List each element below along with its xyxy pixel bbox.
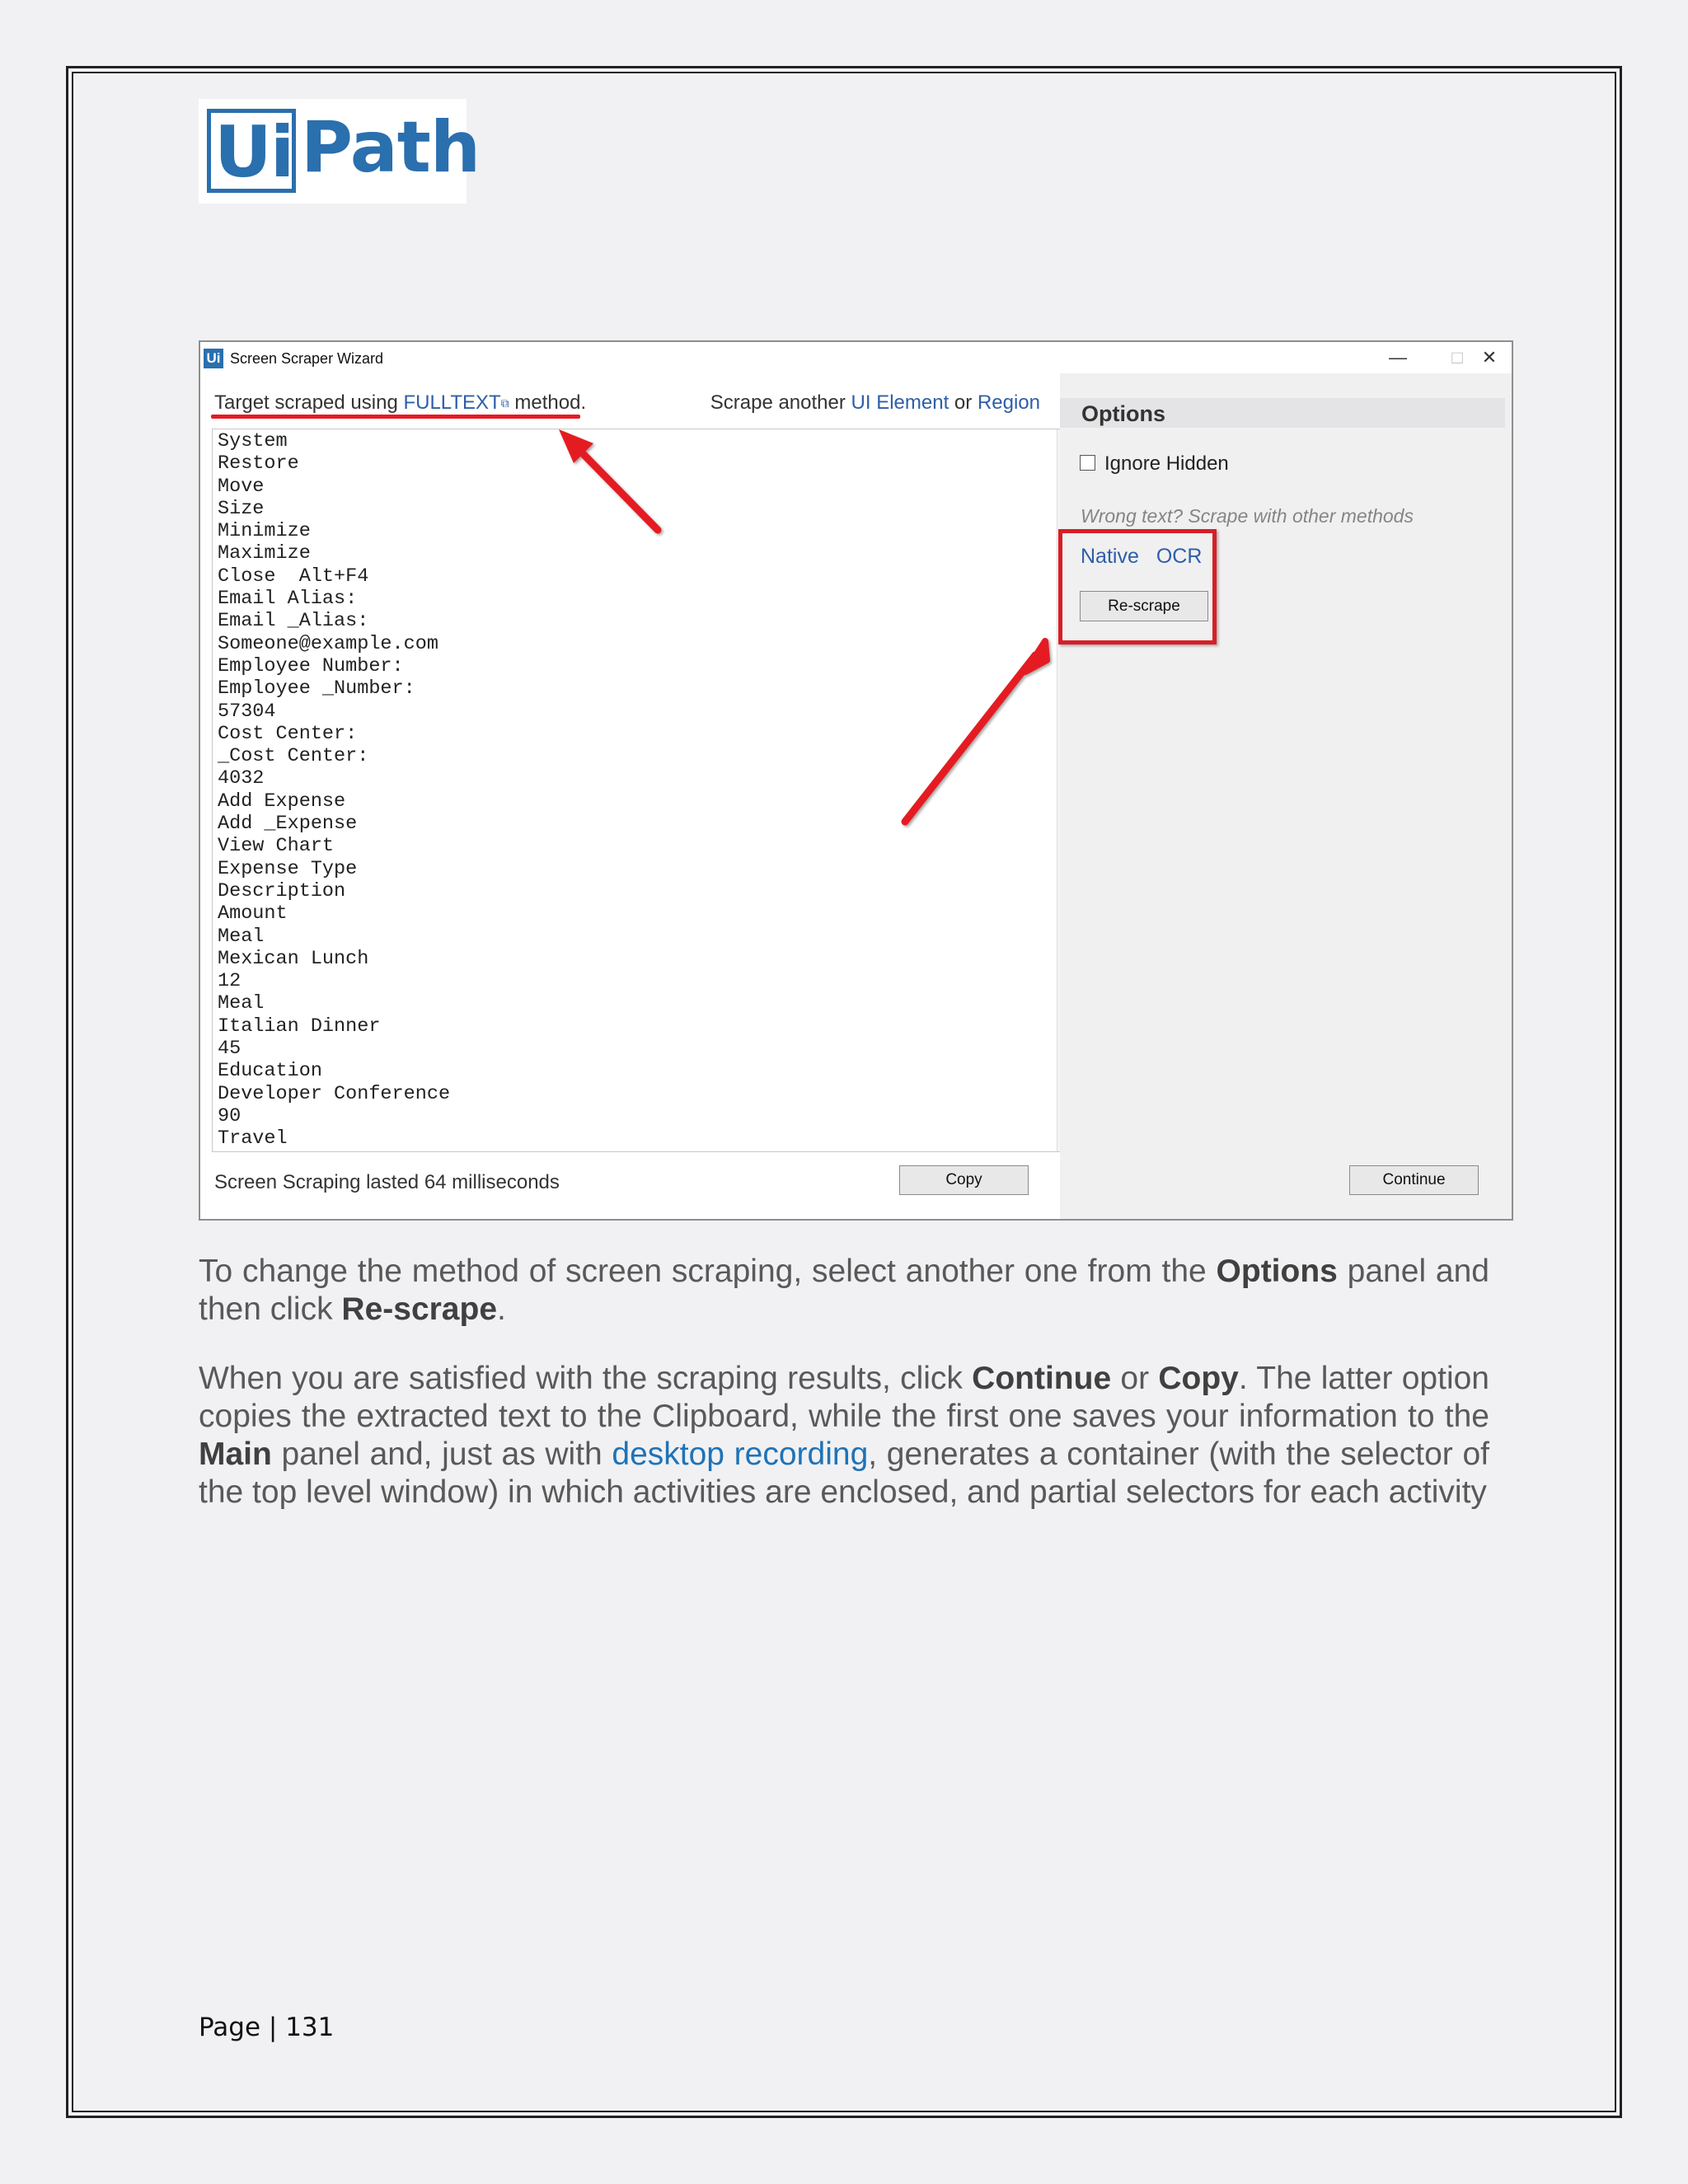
- continue-button[interactable]: Continue: [1349, 1165, 1479, 1195]
- ignore-hidden-checkbox[interactable]: [1080, 455, 1095, 471]
- scraped-line: Developer Conference: [218, 1082, 451, 1105]
- scraped-line: Size: [218, 497, 265, 520]
- target-prefix: Target scraped using: [214, 391, 404, 414]
- scraped-line: Employee _Number:: [218, 677, 415, 701]
- p1-bold-rescrape: Re-scrape: [341, 1291, 498, 1327]
- p2-bold-main: Main: [199, 1436, 272, 1472]
- p2-text-e: panel and, just as with: [271, 1436, 612, 1472]
- scraped-line: Minimize: [218, 520, 311, 543]
- scraped-line: Email _Alias:: [218, 610, 369, 633]
- scraped-text-area[interactable]: [212, 429, 1076, 1152]
- target-suffix: method.: [509, 391, 587, 414]
- scraped-line: Mexican Lunch: [218, 947, 369, 970]
- uipath-logo: [199, 99, 481, 204]
- fulltext-link[interactable]: FULLTEXT: [403, 391, 501, 414]
- scraped-line: Email Alias:: [218, 588, 358, 611]
- scraped-line: System: [218, 430, 288, 452]
- p1-text-d: .: [497, 1291, 506, 1327]
- scrape-another-label: [710, 390, 1040, 416]
- scraped-line: Employee Number:: [218, 654, 404, 677]
- p2-bold-copy: Copy: [1158, 1361, 1239, 1396]
- screen-scraper-window: [199, 340, 1513, 1221]
- scraped-line: Add _Expense: [218, 813, 358, 836]
- copy-button[interactable]: Copy: [899, 1165, 1029, 1195]
- scraped-line: Maximize: [218, 542, 311, 565]
- scraped-line: Description: [218, 879, 346, 902]
- scraped-line: Education: [218, 1060, 322, 1083]
- or-text: or: [949, 391, 978, 414]
- scraped-line: Travel: [218, 1127, 288, 1151]
- external-link-icon: ⧉: [500, 396, 509, 410]
- options-title: Options: [1081, 401, 1165, 426]
- scraped-line: Move: [218, 475, 265, 498]
- title-bar: [200, 342, 1512, 373]
- scraped-line: Meal: [218, 992, 265, 1015]
- close-button[interactable]: ✕: [1481, 347, 1498, 368]
- window-title: Screen Scraper Wizard: [230, 350, 384, 367]
- ui-element-link[interactable]: UI Element: [851, 391, 950, 414]
- scraped-line: Add Expense: [218, 790, 346, 813]
- scraped-line: Close Alt+F4: [218, 565, 369, 588]
- p1-bold-options: Options: [1216, 1254, 1338, 1289]
- red-highlight-box: [1058, 529, 1217, 644]
- status-text: Screen Scraping lasted 64 milliseconds: [214, 1171, 560, 1193]
- ignore-hidden-label: Ignore Hidden: [1104, 452, 1229, 475]
- logo-ui-box: [207, 109, 296, 193]
- region-link[interactable]: Region: [977, 391, 1040, 414]
- scraped-line: Italian Dinner: [218, 1015, 381, 1038]
- options-panel: [1060, 373, 1512, 1219]
- paragraph-satisfied: [199, 1360, 1489, 1511]
- scraped-lines-list: [218, 430, 450, 1151]
- scraped-line: 4032: [218, 767, 265, 790]
- red-underline-annotation: [211, 415, 580, 419]
- scrape-prefix: Scrape another: [710, 391, 851, 414]
- desktop-recording-link[interactable]: desktop recording: [612, 1436, 869, 1472]
- scraped-line: Expense Type: [218, 857, 358, 880]
- rescrape-button[interactable]: Re-scrape: [1080, 591, 1208, 621]
- p2-text-a: When you are satisfied with the scraping results, click: [199, 1361, 973, 1396]
- wrong-text-hint: Wrong text? Scrape with other methods: [1081, 505, 1414, 527]
- native-method-link[interactable]: Native: [1081, 545, 1139, 568]
- p2-bold-continue: Continue: [972, 1361, 1112, 1396]
- scraped-line: 12: [218, 970, 241, 993]
- scraped-line: _Cost Center:: [218, 745, 369, 768]
- scraped-line: Meal: [218, 925, 265, 948]
- logo-path-text: Path: [301, 106, 481, 189]
- scraped-line: Amount: [218, 902, 288, 926]
- paragraph-change-method: [199, 1253, 1489, 1329]
- scraped-line: Cost Center:: [218, 722, 358, 745]
- scraped-line: Someone@example.com: [218, 632, 438, 655]
- options-header: [1060, 398, 1505, 428]
- maximize-button[interactable]: □: [1451, 347, 1463, 368]
- target-scraped-label: [214, 390, 586, 416]
- scraped-line: 45: [218, 1038, 241, 1061]
- page-number: Page | 131: [199, 2013, 335, 2042]
- scraped-line: 57304: [218, 700, 276, 723]
- scraped-line: View Chart: [218, 835, 335, 858]
- p1-text-c: panel and then click: [199, 1254, 1489, 1327]
- p1-text-a: To change the method of screen scraping, select another one from the: [199, 1254, 1217, 1289]
- ocr-method-link[interactable]: OCR: [1156, 545, 1203, 568]
- scraped-line: 90: [218, 1104, 241, 1127]
- scraped-line: Restore: [218, 452, 299, 476]
- app-icon: Ui: [204, 349, 223, 368]
- p2-text-f: , generates a container (with the selector of the top level window) in which activities are enclosed, and partial selectors for each activity: [199, 1436, 1489, 1510]
- logo-ui-text: Ui: [214, 111, 293, 194]
- minimize-button[interactable]: —: [1389, 347, 1407, 368]
- p2-text-c: or: [1111, 1361, 1159, 1396]
- p2-text-d: . The latter option copies the extracted text to the Clipboard, while the first one saves your information to the: [199, 1361, 1489, 1434]
